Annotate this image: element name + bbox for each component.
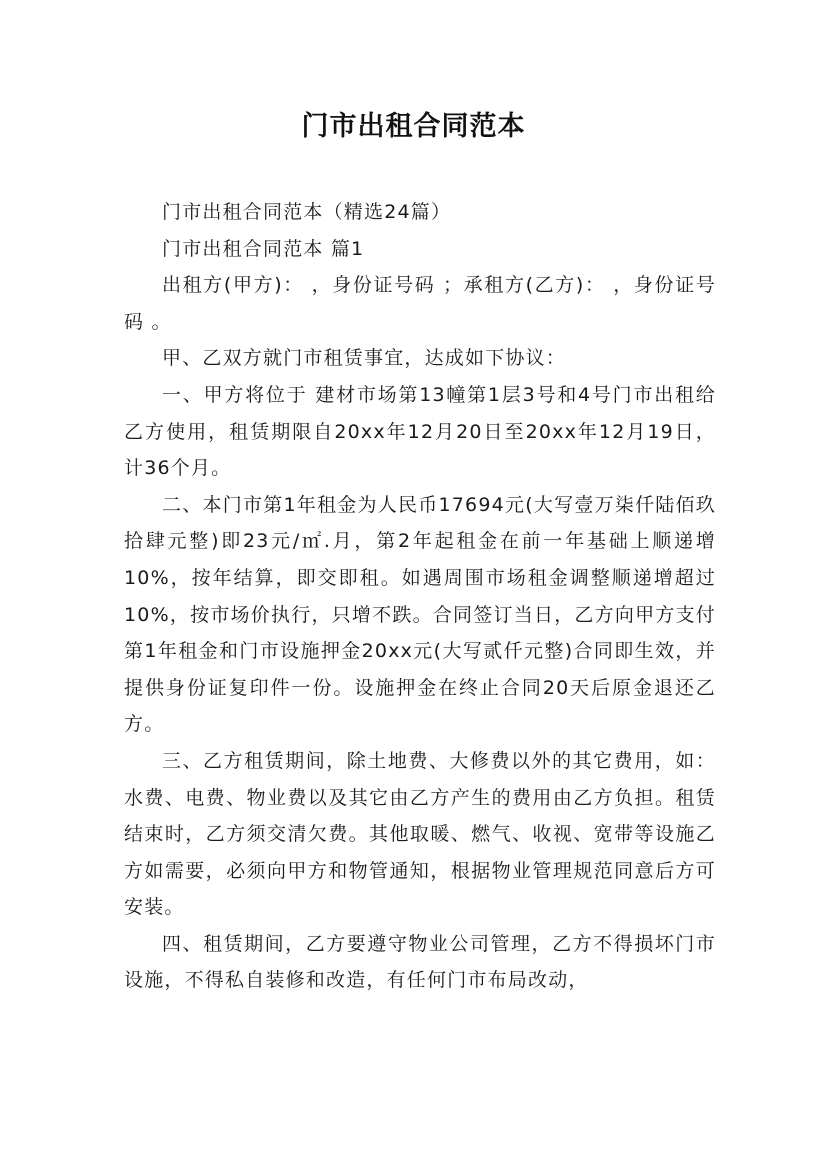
document-title: 门市出租合同范本 [301, 111, 526, 142]
paragraph-parties: 出租方(甲方)： ，身份证号码 ；承租方(乙方)： ，身份证号码 。 [124, 274, 716, 333]
paragraph-clause-1: 一、甲方将位于 建材市场第13幢第1层3号和4号门市出租给乙方使用，租赁期限自20xx年12月20日至20xx年12月19日，计36个月。 [124, 383, 716, 480]
paragraph-clause-4: 四、租赁期间，乙方要遵守物业公司管理，乙方不得损坏门市设施，不得私自装修和改造，有任何门市布局改动， [124, 932, 716, 992]
paragraph-article-heading: 门市出租合同范本 篇1 [162, 237, 365, 260]
paragraph-clause-2: 二、本门市第1年租金为人民币17694元(大写壹万柒仟陆佰玖拾肆元整)即23元/㎡.月，第2年起租金在前一年基础上顺递增10%，按年结算，即交即租。如遇周围市场租金调整顺递增超过10%，按市场价执行，只增不跌。合同签订当日，乙方向甲方支付第1年租金和门市设施押金20xx元(大写贰仟元整)合同即生效，并提供身份证复印件一份。设施押金在终止合同20天后原金退还乙方。 [124, 493, 716, 736]
paragraph-agreement-intro: 甲、乙双方就门市租赁事宜，达成如下协议： [162, 347, 567, 370]
paragraph-selection-note: 门市出租合同范本（精选24篇） [162, 201, 452, 223]
document-body [124, 194, 716, 999]
paragraph-clause-3: 三、乙方租赁期间，除土地费、大修费以外的其它费用，如：水费、电费、物业费以及其它由乙方产生的费用由乙方负担。租赁结束时，乙方须交清欠费。其他取暖、燃气、收视、宽带等设施乙方如需要，必须向甲方和物管通知，根据物业管理规范同意后方可安装。 [124, 749, 716, 919]
